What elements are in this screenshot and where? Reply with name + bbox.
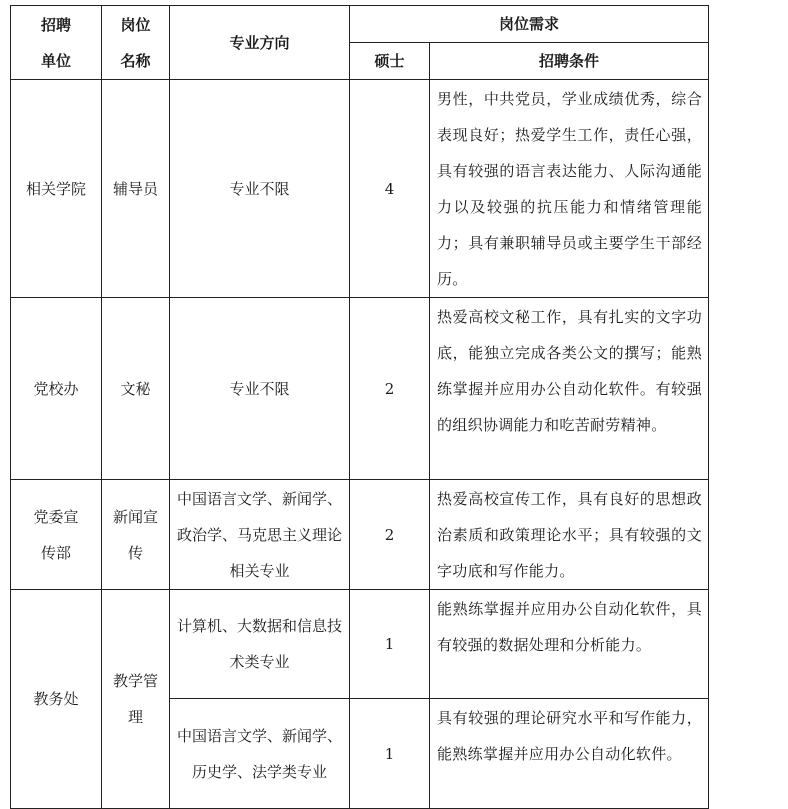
recruitment-table [10,5,709,809]
header-unit [11,6,102,80]
cell-position-line1: 教学管 [112,672,158,690]
header-masters: 硕士 [350,43,430,80]
cell-unit [11,480,102,590]
cell-masters: 1 [350,699,430,809]
cell-major: 中国语言文学、新闻学、政治学、马克思主义理论相关专业 [170,480,350,590]
cell-major: 计算机、大数据和信息技术类专业 [170,590,350,699]
table-row [11,480,709,590]
cell-conditions: 热爱高校文秘工作，具有扎实的文字功底，能独立完成各类公文的撰写；能熟练掌握并应用办公自动化软件。有较强的组织协调能力和吃苦耐劳精神。 [430,298,709,480]
header-position-line1: 岗位 [120,15,151,34]
header-position [102,6,170,80]
header-position-line2: 名称 [120,51,151,70]
header-unit-line2: 单位 [40,51,71,70]
header-conditions: 招聘条件 [430,43,709,80]
cell-unit: 党校办 [11,298,102,480]
cell-major: 专业不限 [170,80,350,298]
cell-conditions: 热爱高校宣传工作，具有良好的思想政治素质和政策理论水平；具有较强的文字功底和写作能力。 [430,480,709,590]
cell-unit: 教务处 [11,590,102,809]
cell-position-line2: 理 [127,708,143,726]
cell-position-line2: 传 [127,543,143,562]
cell-major: 专业不限 [170,298,350,480]
header-requirements: 岗位需求 [350,6,709,43]
header-unit-line1: 招聘 [40,15,71,34]
table-row [11,590,709,699]
cell-unit-line1: 党委宣 [33,507,79,526]
cell-position: 辅导员 [102,80,170,298]
cell-position [102,590,170,809]
cell-position-line1: 新闻宣 [112,507,158,526]
cell-position [102,480,170,590]
table-row [11,80,709,298]
cell-masters: 4 [350,80,430,298]
cell-unit-line2: 传部 [40,543,71,562]
cell-unit: 相关学院 [11,80,102,298]
cell-masters: 2 [350,480,430,590]
table-row [11,298,709,480]
cell-major: 中国语言文学、新闻学、历史学、法学类专业 [170,699,350,809]
cell-conditions: 具有较强的理论研究水平和写作能力，能熟练掌握并应用办公自动化软件。 [430,699,709,809]
cell-masters: 1 [350,590,430,699]
cell-conditions: 男性，中共党员，学业成绩优秀，综合表现良好；热爱学生工作，责任心强，具有较强的语言表达能力、人际沟通能力以及较强的抗压能力和情绪管理能力；具有兼职辅导员或主要学生干部经历。 [430,80,709,298]
cell-conditions: 能熟练掌握并应用办公自动化软件，具有较强的数据处理和分析能力。 [430,590,709,699]
header-major: 专业方向 [170,6,350,80]
cell-position: 文秘 [102,298,170,480]
cell-masters: 2 [350,298,430,480]
